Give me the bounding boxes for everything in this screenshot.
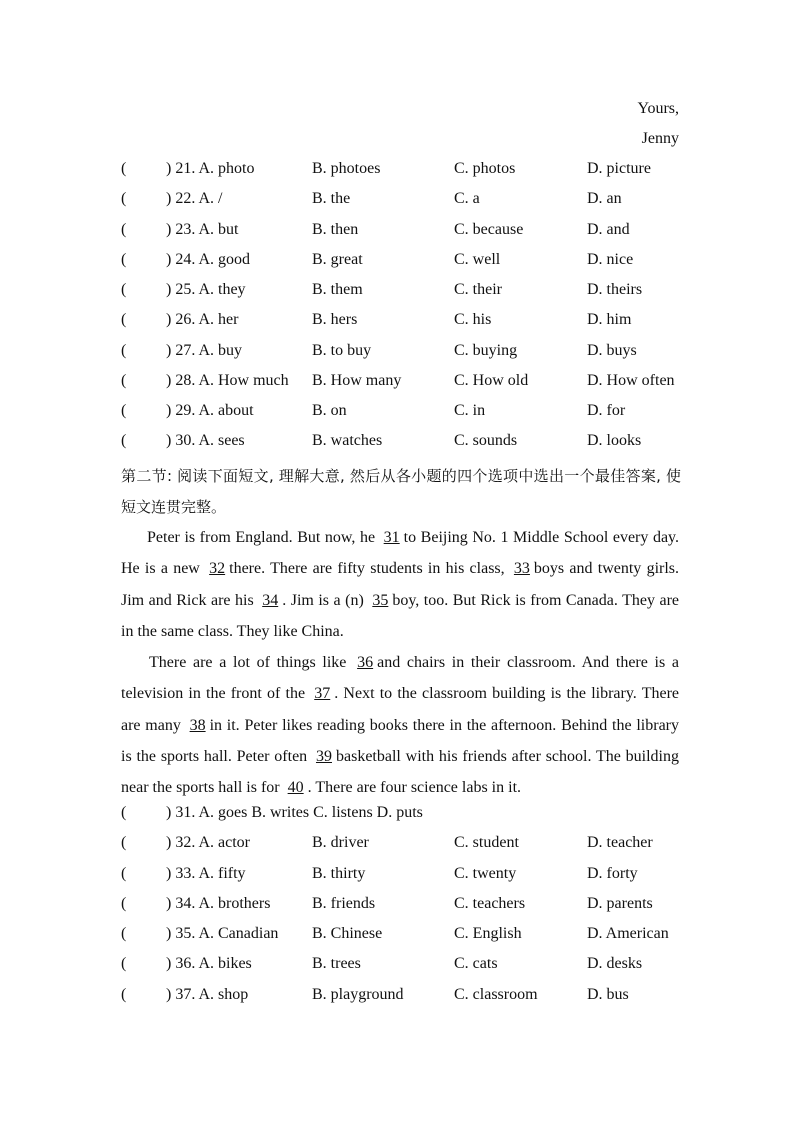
answer-bracket: ( [121,804,127,821]
option-d: D. desks [587,955,643,973]
option-a: ) 21. A. photo [166,160,255,177]
option-b: B. thirty [312,864,366,882]
passage-text: . There are four science labs in it. [307,779,522,797]
option-d: D. buys [587,341,637,359]
option-b: B. hers [312,311,358,329]
option-d: D. and [587,220,630,238]
option-c: C. well [454,250,501,268]
option-d: D. forty [587,864,638,882]
option-a: ) 32. A. actor [166,834,250,852]
option-c: C. English [454,925,522,942]
answer-bracket: ( [121,985,127,1003]
option-c: C. classroom [454,985,538,1003]
option-a: ) 29. A. about [166,402,254,419]
option-c: C. teachers [454,894,526,912]
question-row [121,280,681,310]
option-b: B. driver [312,834,369,852]
option-c: C. sounds [454,432,518,450]
passage-text: and chairs in their classroom. And there is a television in the front of the [121,654,680,703]
blank-39: 39 [315,747,332,765]
option-b: B. watches [312,432,383,450]
option-a: ) 35. A. Canadian [166,925,279,942]
option-b: B. playground [312,985,404,1003]
question-row [121,431,681,461]
answer-bracket: ( [121,220,127,238]
blank-37: 37 [314,685,331,703]
option-a: ) 24. A. good [166,250,250,268]
option-b: B. trees [312,955,361,973]
option-a: ) 36. A. bikes [166,955,252,973]
option-c: C. in [454,402,486,419]
question-row [121,864,681,894]
passage-text: . Jim is a (n) [282,591,369,609]
option-d: D. an [587,190,622,208]
section-heading: 第二节: 阅读下面短文, 理解大意, 然后从各小题的四个选项中选出一个最佳答案, 使短文连贯完整。 [121,467,681,516]
option-b: B. photoes [312,160,381,177]
answer-bracket: ( [121,402,127,419]
answer-bracket: ( [121,955,127,973]
answer-bracket: ( [121,834,127,852]
blank-32: 32 [209,560,226,578]
option-a: ) 30. A. sees [166,432,245,450]
passage-text: There are a lot of things like [149,654,354,671]
passage-text: Peter is from England. But now, he [147,529,380,546]
letter-signature: Jenny [641,130,679,147]
option-a: ) 34. A. brothers [166,894,271,912]
passage-text: there. There are fifty students in his class, [229,560,510,578]
option-a: ) 22. A. / [166,190,223,208]
option-c: C. cats [454,955,498,973]
option-c: C. a [454,190,480,208]
answer-bracket: ( [121,311,127,329]
option-b: B. on [312,402,347,419]
letter-closing: Yours, [637,100,679,117]
option-b: B. friends [312,894,376,912]
passage-text: in it. Peter likes reading books there in the afternoon. Behind the library is the sports hall. Peter often [121,716,679,765]
option-c: C. student [454,834,519,852]
option-c: C. his [454,311,492,329]
option-d: D. nice [587,250,634,268]
blank-38: 38 [189,716,206,734]
blank-35: 35 [372,591,389,609]
passage-text: basketball with his friends after school. The building near the sports hall is for [121,747,679,797]
option-d: D. theirs [587,281,643,298]
question-list-31-37 [121,803,681,1015]
option-d: D. How often [587,371,675,389]
question-row [121,220,681,250]
question-row [121,401,681,431]
question-row [121,341,681,371]
passage-text: boy, too. But Rick is from Canada. They are in the same class. They like China. [121,591,680,640]
option-b: B. How many [312,371,402,389]
option-c: C. How old [454,371,529,389]
passage-text: boys and twenty girls. Jim and Rick are his [121,560,680,609]
option-a: ) 28. A. How much [166,371,289,389]
question-row [121,159,681,189]
answer-bracket: ( [121,371,127,389]
question-row [121,894,681,924]
option-a: ) 23. A. but [166,220,239,238]
question-options: ) 31. A. goes B. writes C. listens D. puts [166,804,423,821]
passage-text: to Beijing No. 1 Middle School every day. He is a new [121,529,680,578]
option-d: D. American [587,925,669,942]
answer-bracket: ( [121,925,127,942]
blank-36: 36 [357,654,374,671]
answer-bracket: ( [121,894,127,912]
option-d: D. teacher [587,834,653,852]
answer-bracket: ( [121,160,127,177]
blank-33: 33 [513,560,530,578]
option-d: D. him [587,311,632,329]
option-b: B. then [312,220,359,238]
option-b: B. the [312,190,351,208]
question-row [121,803,681,833]
option-a: ) 26. A. her [166,311,239,329]
answer-bracket: ( [121,341,127,359]
option-a: ) 25. A. they [166,281,246,298]
question-row [121,189,681,219]
answer-bracket: ( [121,281,127,298]
option-b: B. to buy [312,341,372,359]
option-d: D. bus [587,985,629,1003]
passage-paragraph-2 [121,647,679,803]
answer-bracket: ( [121,250,127,268]
option-c: C. because [454,220,524,238]
passage-text: . Next to the classroom building is the library. There are many [121,685,679,734]
passage-paragraph-1 [121,522,679,647]
question-row [121,250,681,280]
option-d: D. for [587,402,626,419]
answer-bracket: ( [121,864,127,882]
question-row [121,985,681,1015]
blank-31: 31 [383,529,400,546]
option-c: C. photos [454,160,516,177]
question-row [121,924,681,954]
option-b: B. them [312,281,363,298]
option-c: C. their [454,281,502,298]
option-a: ) 37. A. shop [166,985,249,1003]
option-c: C. twenty [454,864,517,882]
question-row [121,954,681,984]
question-row [121,371,681,401]
blank-40: 40 [287,779,304,797]
option-d: D. looks [587,432,642,450]
answer-bracket: ( [121,432,127,450]
option-a: ) 27. A. buy [166,341,242,359]
option-b: B. Chinese [312,925,383,942]
option-d: D. parents [587,894,653,912]
answer-bracket: ( [121,190,127,208]
blank-34: 34 [262,591,279,609]
question-row [121,833,681,863]
option-c: C. buying [454,341,518,359]
option-d: D. picture [587,160,651,177]
option-a: ) 33. A. fifty [166,864,246,882]
question-list-21-30 [121,159,681,462]
question-row [121,310,681,340]
option-b: B. great [312,250,363,268]
